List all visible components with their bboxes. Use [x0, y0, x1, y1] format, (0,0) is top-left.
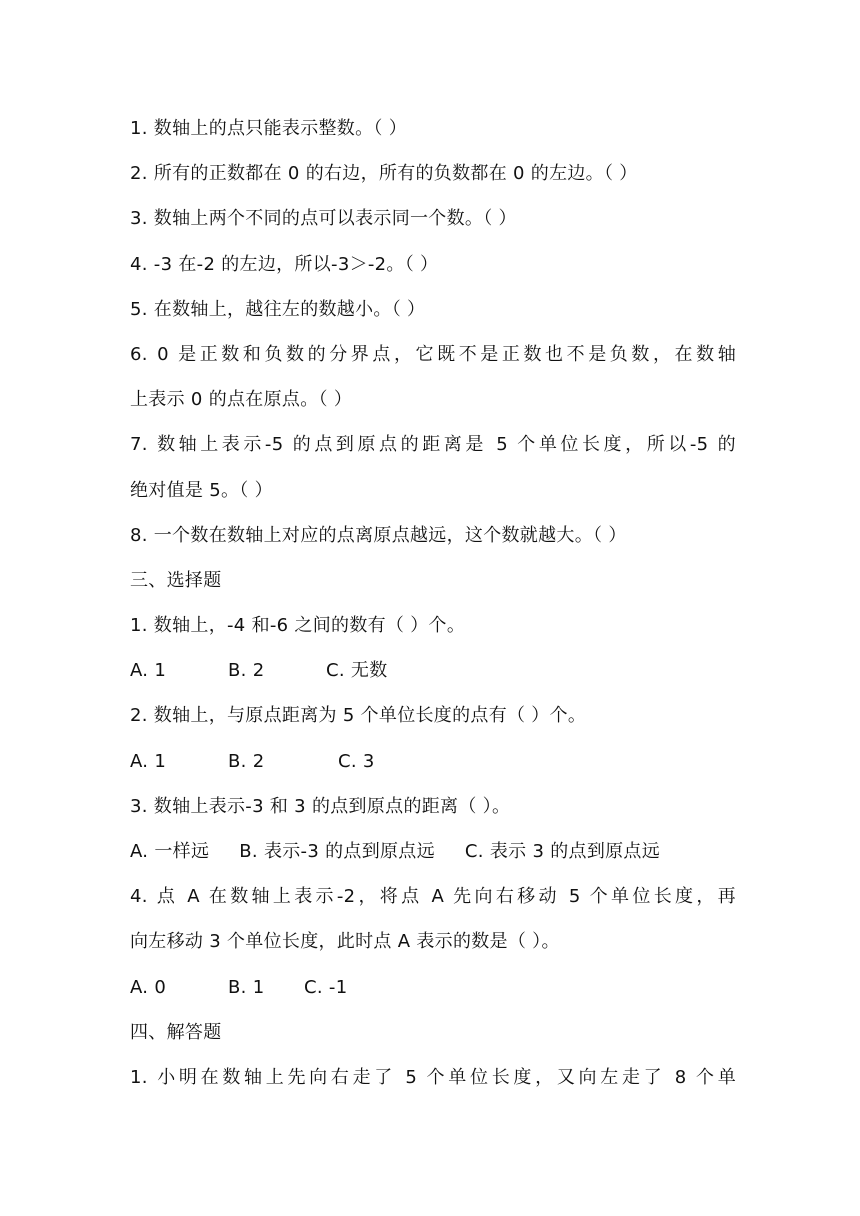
option-b: B. 1	[228, 976, 265, 998]
choice-question-2: 2. 数轴上，与原点距离为 5 个单位长度的点有（ ）个。	[130, 705, 587, 727]
option-b: B. 2	[228, 750, 265, 772]
option-a: A. 一样远	[130, 841, 210, 862]
judge-question-4: 4. -3 在-2 的左边，所以-3＞-2。（ ）	[130, 253, 439, 275]
answer-section-heading: 四、解答题	[130, 1021, 222, 1043]
choice-question-3: 3. 数轴上表示-3 和 3 的点到原点的距离（ ）。	[130, 795, 511, 817]
judge-question-6-line-1: 6. 0 是正数和负数的分界点，它既不是正数也不是负数，在数轴	[130, 343, 736, 365]
choice-question-3-options	[130, 829, 736, 874]
choice-question-1: 1. 数轴上，-4 和-6 之间的数有（ ）个。	[130, 615, 466, 637]
option-c: C. 无数	[326, 660, 388, 682]
option-c: C. 3	[338, 750, 375, 772]
option-a: A. 1	[130, 660, 167, 682]
choice-question-1-options	[130, 648, 736, 693]
judge-question-8: 8. 一个数在数轴上对应的点离原点越远，这个数就越大。（ ）	[130, 524, 627, 546]
option-c: C. -1	[304, 976, 348, 998]
judge-question-2: 2. 所有的正数都在 0 的右边，所有的负数都在 0 的左边。（ ）	[130, 163, 638, 185]
judge-question-7-line-2: 绝对值是 5。（ ）	[130, 479, 273, 501]
judge-question-7-line-1: 7. 数轴上表示-5 的点到原点的距离是 5 个单位长度，所以-5 的	[130, 434, 736, 456]
answer-question-1-line-1: 1. 小明在数轴上先向右走了 5 个单位长度，又向左走了 8 个单	[130, 1066, 736, 1088]
option-a: A. 0	[130, 976, 167, 998]
choice-section-heading: 三、选择题	[130, 569, 222, 591]
worksheet-page	[130, 106, 736, 1100]
choice-question-4-line-1: 4. 点 A 在数轴上表示-2，将点 A 先向右移动 5 个单位长度，再	[130, 886, 736, 908]
choice-question-4-line-2: 向左移动 3 个单位长度，此时点 A 表示的数是（ ）。	[130, 931, 560, 953]
option-a: A. 1	[130, 750, 167, 772]
option-b: B. 2	[228, 660, 265, 682]
judge-question-6-line-2: 上表示 0 的点在原点。（ ）	[130, 389, 353, 411]
judge-question-1: 1. 数轴上的点只能表示整数。（ ）	[130, 118, 408, 139]
option-b: B. 表示-3 的点到原点远	[239, 841, 435, 862]
choice-question-4-options	[130, 965, 736, 1010]
choice-question-2-options	[130, 739, 736, 784]
judge-question-5: 5. 在数轴上，越往左的数越小。（ ）	[130, 298, 426, 320]
option-c: C. 表示 3 的点到原点远	[464, 841, 661, 862]
judge-question-3: 3. 数轴上两个不同的点可以表示同一个数。（ ）	[130, 208, 517, 230]
